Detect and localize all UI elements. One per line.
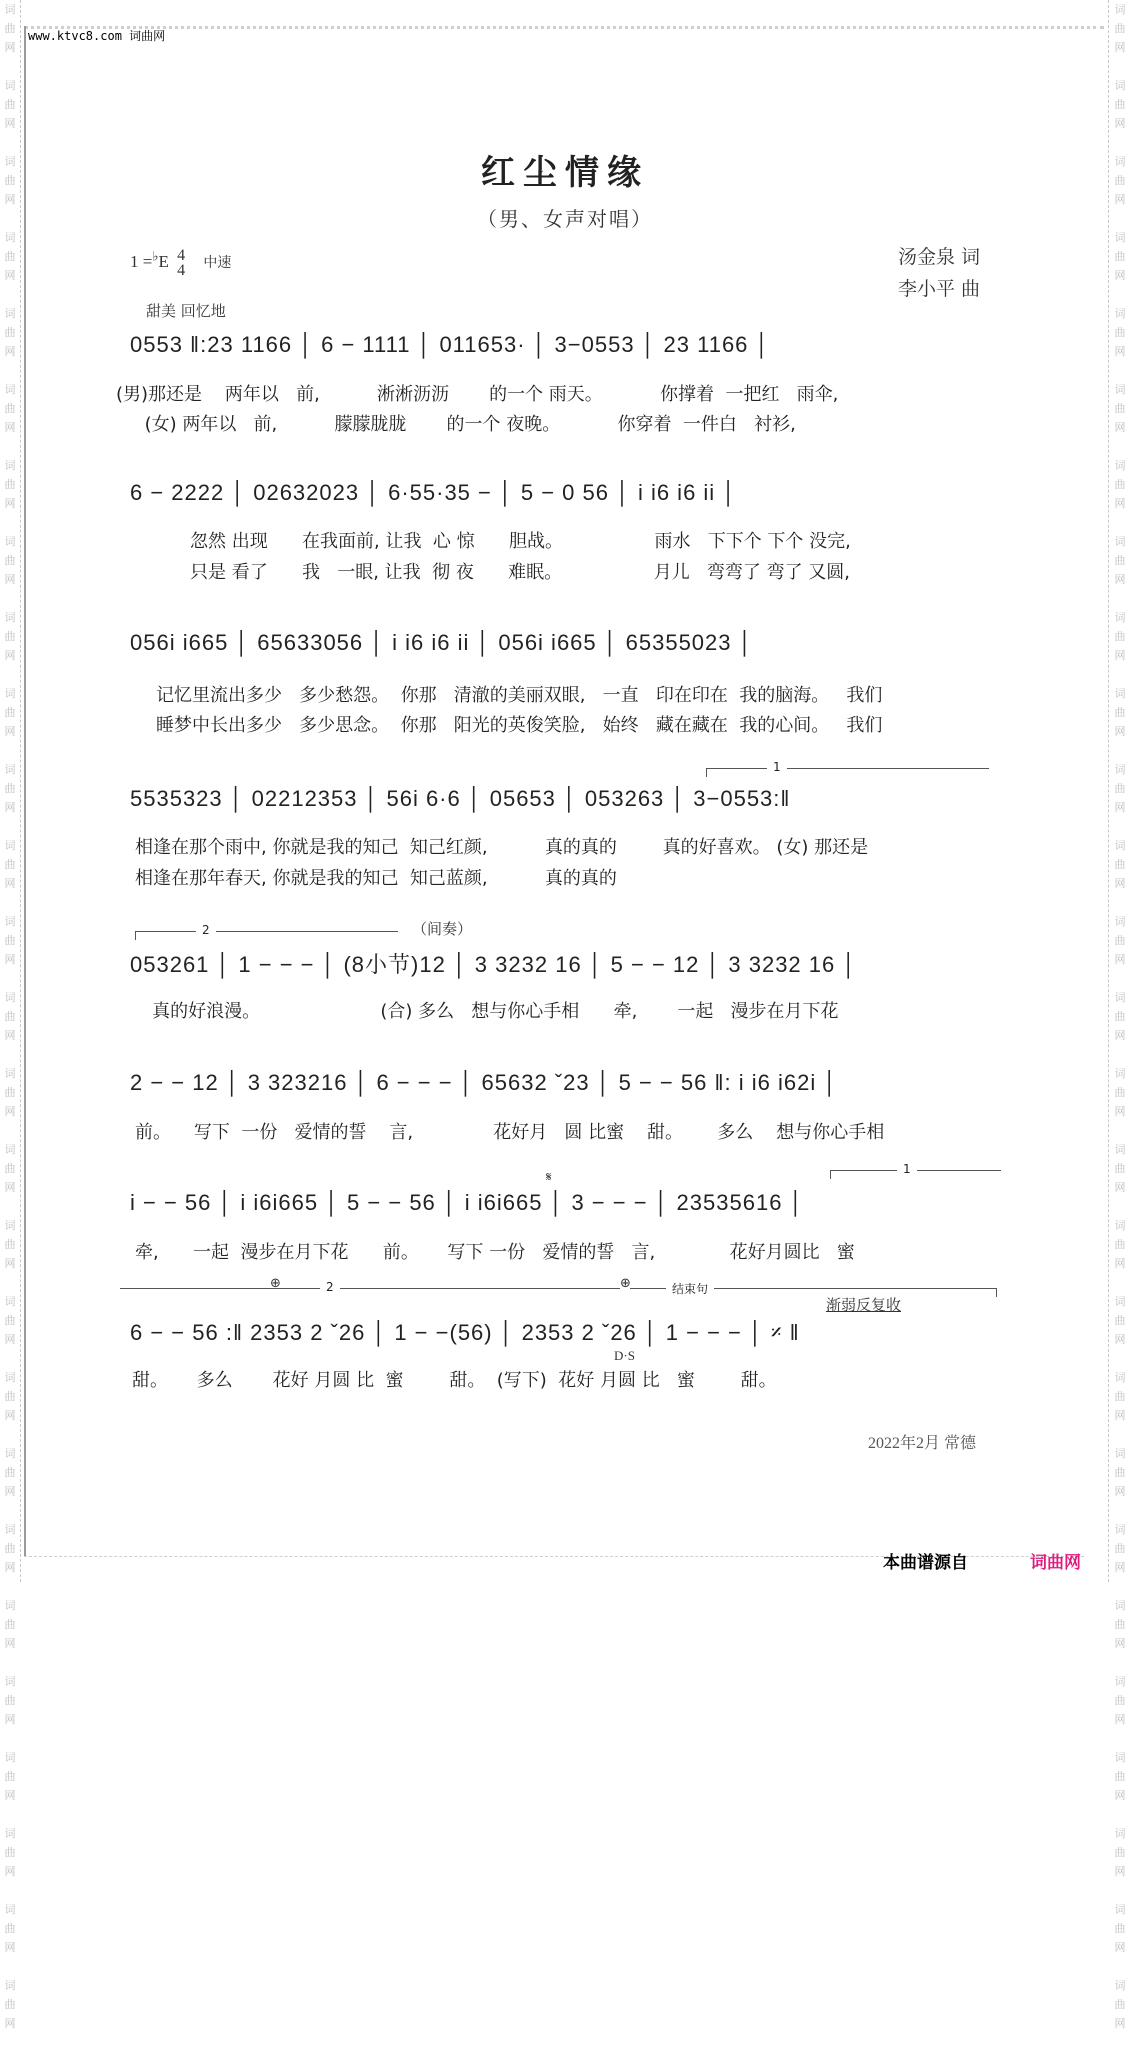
- notation-line-4: 5535323 │ 02212353 │ 56i 6·6 │ 05653 │ 053263 │ 3−0553:‖: [130, 786, 791, 811]
- watermark-char: 网: [4, 1637, 16, 1650]
- dal-segno-marking: D·S: [614, 1348, 635, 1363]
- key-prefix: 1 =: [130, 251, 153, 271]
- watermark-char: 曲: [4, 1162, 16, 1175]
- volta-bracket-2: 2: [135, 931, 398, 940]
- watermark-char: 网: [4, 345, 16, 358]
- ending-phrase-bracket: 结束句: [630, 1288, 997, 1297]
- watermark-char: 曲: [1114, 554, 1126, 567]
- watermark-char: 词: [1114, 991, 1126, 1004]
- watermark-right: [1110, 0, 1130, 2030]
- watermark-char: 曲: [4, 1390, 16, 1403]
- segno-icon: 𝄋: [546, 1170, 552, 1185]
- watermark-char: 网: [1114, 1789, 1126, 1802]
- page-frame-top: [24, 26, 1104, 29]
- interlude-label: （间奏）: [412, 920, 473, 938]
- watermark-char: 网: [4, 1409, 16, 1422]
- watermark-char: 词: [1114, 383, 1126, 396]
- watermark-char: 网: [4, 1105, 16, 1118]
- watermark-char: 曲: [1114, 1922, 1126, 1935]
- notation-line-1: 0553 ‖:23 1166 │ 6 − 1111 │ 011653· │ 3−0553 │ 23 1166 │: [130, 332, 771, 357]
- watermark-char: 网: [4, 1333, 16, 1346]
- watermark-char: 词: [1114, 915, 1126, 928]
- watermark-char: 网: [1114, 1865, 1126, 1878]
- watermark-char: 曲: [1114, 858, 1126, 871]
- watermark-char: 词: [1114, 1523, 1126, 1536]
- watermark-char: 网: [4, 801, 16, 814]
- watermark-char: 曲: [1114, 1162, 1126, 1175]
- watermark-char: 曲: [4, 858, 16, 871]
- watermark-char: 曲: [1114, 1542, 1126, 1555]
- watermark-char: 网: [4, 1485, 16, 1498]
- watermark-char: 网: [4, 1181, 16, 1194]
- watermark-char: 曲: [1114, 1466, 1126, 1479]
- watermark-char: 词: [1114, 1979, 1126, 1992]
- watermark-char: 网: [4, 1561, 16, 1574]
- watermark-char: 网: [4, 117, 16, 130]
- watermark-char: 词: [4, 535, 16, 548]
- watermark-char: 曲: [4, 1314, 16, 1327]
- watermark-char: 网: [1114, 801, 1126, 814]
- watermark-char: 网: [4, 1941, 16, 1954]
- volta-bracket-2b: 2: [120, 1288, 620, 1297]
- watermark-char: 网: [4, 1713, 16, 1726]
- lyric-line-8: 甜。 多么 花好 月圆 比 蜜 甜。 (写下) 花好 月圆 比 蜜 甜。: [132, 1370, 777, 1391]
- watermark-char: 曲: [4, 174, 16, 187]
- watermark-char: 词: [1114, 1447, 1126, 1460]
- watermark-char: 词: [4, 1143, 16, 1156]
- watermark-char: 网: [4, 1865, 16, 1878]
- watermark-char: 网: [1114, 497, 1126, 510]
- watermark-char: 网: [4, 269, 16, 282]
- watermark-char: 曲: [1114, 402, 1126, 415]
- watermark-char: 词: [4, 1447, 16, 1460]
- watermark-char: 词: [1114, 763, 1126, 776]
- watermark-char: 词: [1114, 1903, 1126, 1916]
- watermark-char: 网: [1114, 269, 1126, 282]
- watermark-char: 曲: [4, 1922, 16, 1935]
- watermark-char: 网: [1114, 421, 1126, 434]
- watermark-char: 网: [1114, 345, 1126, 358]
- watermark-char: 词: [4, 1751, 16, 1764]
- watermark-char: 曲: [4, 782, 16, 795]
- watermark-char: 网: [4, 41, 16, 54]
- coda-icon-1: ⊕: [270, 1276, 281, 1291]
- watermark-char: 词: [1114, 839, 1126, 852]
- lyricist-credit: 汤金泉 词: [898, 246, 981, 268]
- composer-credit: 李小平 曲: [898, 278, 981, 300]
- watermark-char: 网: [4, 953, 16, 966]
- watermark-char: 词: [1114, 1371, 1126, 1384]
- watermark-char: 曲: [1114, 934, 1126, 947]
- watermark-char: 曲: [1114, 1390, 1126, 1403]
- watermark-char: 网: [1114, 725, 1126, 738]
- watermark-char: 词: [1114, 1219, 1126, 1232]
- watermark-char: 曲: [4, 706, 16, 719]
- volta-bracket-1b: 1: [830, 1170, 1001, 1179]
- watermark-char: 网: [1114, 1257, 1126, 1270]
- watermark-char: 词: [4, 459, 16, 472]
- watermark-char: 曲: [1114, 250, 1126, 263]
- watermark-char: 曲: [4, 22, 16, 35]
- watermark-char: 词: [1114, 1295, 1126, 1308]
- time-signature: 4 4: [177, 247, 186, 279]
- watermark-char: 曲: [1114, 1846, 1126, 1859]
- lyric-line-3a: 记忆里流出多少 多少愁怨。 你那 清澈的美丽双眼, 一直 印在印在 我的脑海。 我们: [156, 685, 883, 706]
- watermark-char: 曲: [4, 1466, 16, 1479]
- watermark-char: 曲: [1114, 630, 1126, 643]
- watermark-char: 词: [4, 79, 16, 92]
- date-location: 2022年2月 常德: [868, 1435, 977, 1452]
- key-signature: [130, 248, 231, 278]
- watermark-char: 词: [4, 1599, 16, 1612]
- watermark-char: 词: [4, 1295, 16, 1308]
- watermark-char: 词: [4, 1903, 16, 1916]
- flat-icon: ♭: [152, 248, 159, 264]
- watermark-char: 词: [1114, 687, 1126, 700]
- watermark-char: 网: [4, 421, 16, 434]
- watermark-char: 词: [4, 383, 16, 396]
- watermark-char: 词: [1114, 535, 1126, 548]
- watermark-char: 网: [1114, 1409, 1126, 1422]
- watermark-char: 网: [4, 2017, 16, 2030]
- lyric-line-3b: 睡梦中长出多少 多少思念。 你那 阳光的英俊笑脸, 始终 藏在藏在 我的心间。 我们: [156, 715, 883, 736]
- watermark-char: 词: [4, 687, 16, 700]
- watermark-char: 网: [1114, 1105, 1126, 1118]
- volta-bracket-1: 1: [706, 768, 989, 777]
- lyric-line-7: 牵, 一起 漫步在月下花 前。 写下 一份 爱情的誓 言, 花好月圆比 蜜: [135, 1242, 855, 1263]
- watermark-char: 词: [1114, 1599, 1126, 1612]
- watermark-char: 词: [4, 611, 16, 624]
- watermark-char: 词: [4, 1979, 16, 1992]
- watermark-char: 词: [4, 155, 16, 168]
- watermark-char: 网: [1114, 1637, 1126, 1650]
- watermark-char: 曲: [1114, 1998, 1126, 2011]
- watermark-char: 网: [1114, 1485, 1126, 1498]
- watermark-char: 曲: [4, 402, 16, 415]
- watermark-char: 网: [4, 1029, 16, 1042]
- notation-line-2: 6 − 2222 │ 02632023 │ 6·55·35 − │ 5 − 0 56 │ i i6 i6 ii │: [130, 480, 738, 505]
- watermark-char: 曲: [1114, 782, 1126, 795]
- fade-repeat-marking: 渐弱反复收: [826, 1296, 902, 1314]
- watermark-char: 网: [1114, 1561, 1126, 1574]
- watermark-char: 网: [4, 1257, 16, 1270]
- lyric-line-2a: 忽然 出现 在我面前, 让我 心 惊 胆战。 雨水 下下个 下个 没完,: [190, 531, 851, 552]
- watermark-char: 曲: [4, 1618, 16, 1631]
- watermark-char: 词: [4, 1523, 16, 1536]
- lyric-line-4a: 相逢在那个雨中, 你就是我的知己 知己红颜, 真的真的 真的好喜欢。 (女) 那还是: [135, 837, 869, 858]
- watermark-char: 曲: [1114, 706, 1126, 719]
- key-note: E: [158, 251, 169, 271]
- watermark-char: 词: [4, 1067, 16, 1080]
- notation-line-5: 053261 │ 1 − − − │ (8小节)12 │ 3 3232 16 │ 5 − − 12 │ 3 3232 16 │: [130, 952, 858, 977]
- watermark-char: 曲: [4, 98, 16, 111]
- watermark-char: 曲: [4, 1238, 16, 1251]
- watermark-char: 曲: [4, 1998, 16, 2011]
- watermark-char: 词: [1114, 1675, 1126, 1688]
- watermark-char: 词: [4, 1371, 16, 1384]
- expression-marking: 甜美 回忆地: [146, 302, 226, 320]
- watermark-char: 词: [1114, 1827, 1126, 1840]
- watermark-char: 曲: [1114, 1314, 1126, 1327]
- watermark-char: 曲: [1114, 326, 1126, 339]
- watermark-char: 网: [4, 497, 16, 510]
- notation-line-6: 2 − − 12 │ 3 323216 │ 6 − − − │ 65632 ˇ23 │ 5 − − 56 ‖: i i6 i62i │: [130, 1070, 839, 1095]
- lyric-line-4b: 相逢在那年春天, 你就是我的知己 知己蓝颜, 真的真的: [135, 868, 617, 889]
- watermark-char: 词: [4, 763, 16, 776]
- watermark-char: 网: [4, 193, 16, 206]
- watermark-char: 词: [1114, 231, 1126, 244]
- watermark-char: 词: [1114, 307, 1126, 320]
- notation-line-3: 056i i665 │ 65633056 │ i i6 i6 ii │ 056i i665 │ 65355023 │: [130, 630, 754, 655]
- watermark-char: 曲: [4, 1542, 16, 1555]
- song-subtitle: （男、女声对唱）: [477, 207, 653, 231]
- notation-line-8: 6 − − 56 :‖ 2353 2 ˇ26 │ 1 − −(56) │ 2353 2 ˇ26 │ 1 − − − │ 𝄎 ‖: [130, 1320, 800, 1345]
- source-label: 本曲谱源自: [883, 1553, 968, 1573]
- watermark-char: 网: [4, 573, 16, 586]
- coda-icon-2: ⊕: [620, 1276, 631, 1291]
- watermark-char: 网: [1114, 573, 1126, 586]
- watermark-char: 词: [4, 839, 16, 852]
- watermark-char: 网: [1114, 1333, 1126, 1346]
- watermark-char: 网: [1114, 41, 1126, 54]
- watermark-char: 词: [4, 231, 16, 244]
- watermark-left: [0, 0, 20, 2030]
- watermark-char: 网: [4, 725, 16, 738]
- notation-line-7: i − − 56 │ i i6i665 │ 5 − − 56 │ i i6i665 │ 3 − − − │ 23535616 │: [130, 1190, 805, 1215]
- watermark-char: 曲: [1114, 1694, 1126, 1707]
- tempo-marking: 中速: [203, 255, 232, 271]
- lyric-line-5: 真的好浪漫。 (合) 多么 想与你心手相 牵, 一起 漫步在月下花: [135, 1001, 839, 1022]
- source-site-link[interactable]: 词曲网: [1030, 1553, 1081, 1573]
- watermark-char: 词: [1114, 1143, 1126, 1156]
- watermark-char: 词: [1114, 1067, 1126, 1080]
- watermark-char: 曲: [1114, 174, 1126, 187]
- watermark-char: 曲: [1114, 1086, 1126, 1099]
- watermark-char: 词: [1114, 155, 1126, 168]
- watermark-char: 网: [1114, 193, 1126, 206]
- watermark-char: 网: [1114, 877, 1126, 890]
- page-frame-left: [24, 26, 26, 1556]
- margin-divider-left: [20, 0, 21, 1582]
- watermark-char: 网: [4, 877, 16, 890]
- watermark-char: 网: [1114, 649, 1126, 662]
- watermark-char: 网: [1114, 1941, 1126, 1954]
- lyric-line-1b: (女) 两年以 前, 朦朦胧胧 的一个 夜晚。 你穿着 一件白 衬衫,: [116, 414, 796, 435]
- lyric-line-2b: 只是 看了 我 一眼, 让我 彻 夜 难眠。 月儿 弯弯了 弯了 又圆,: [190, 562, 851, 583]
- margin-divider-right: [1108, 0, 1109, 1582]
- watermark-char: 词: [4, 307, 16, 320]
- watermark-char: 词: [4, 915, 16, 928]
- watermark-char: 曲: [4, 1086, 16, 1099]
- watermark-char: 曲: [4, 326, 16, 339]
- watermark-char: 词: [1114, 611, 1126, 624]
- watermark-char: 词: [4, 1675, 16, 1688]
- watermark-char: 曲: [4, 1846, 16, 1859]
- watermark-char: 曲: [4, 478, 16, 491]
- watermark-char: 词: [4, 1219, 16, 1232]
- watermark-char: 曲: [4, 1694, 16, 1707]
- watermark-char: 曲: [4, 630, 16, 643]
- song-title: 红尘情缘: [481, 153, 649, 193]
- watermark-char: 词: [1114, 79, 1126, 92]
- watermark-char: 曲: [1114, 1770, 1126, 1783]
- watermark-char: 曲: [4, 250, 16, 263]
- watermark-char: 曲: [4, 934, 16, 947]
- watermark-char: 网: [1114, 1713, 1126, 1726]
- watermark-char: 网: [1114, 1029, 1126, 1042]
- watermark-char: 曲: [1114, 478, 1126, 491]
- watermark-char: 曲: [1114, 1010, 1126, 1023]
- watermark-char: 词: [1114, 1751, 1126, 1764]
- lyric-line-1a: (男)那还是 两年以 前, 淅淅沥沥 的一个 雨天。 你撑着 一把红 雨伞,: [116, 384, 839, 405]
- lyric-line-6: 前。 写下 一份 爱情的誓 言, 花好月 圆 比蜜 甜。 多么 想与你心手相: [135, 1122, 885, 1143]
- watermark-char: 网: [1114, 2017, 1126, 2030]
- watermark-char: 网: [1114, 1181, 1126, 1194]
- watermark-char: 网: [4, 649, 16, 662]
- watermark-char: 词: [4, 1827, 16, 1840]
- watermark-char: 曲: [1114, 1618, 1126, 1631]
- watermark-char: 曲: [4, 1770, 16, 1783]
- site-url: www.ktvc8.com 词曲网: [28, 29, 166, 43]
- watermark-char: 网: [4, 1789, 16, 1802]
- watermark-char: 曲: [1114, 22, 1126, 35]
- watermark-char: 曲: [4, 1010, 16, 1023]
- watermark-char: 曲: [1114, 98, 1126, 111]
- watermark-char: 曲: [4, 554, 16, 567]
- watermark-char: 词: [4, 3, 16, 16]
- watermark-char: 网: [1114, 953, 1126, 966]
- watermark-char: 网: [1114, 117, 1126, 130]
- watermark-char: 词: [1114, 459, 1126, 472]
- watermark-char: 词: [1114, 3, 1126, 16]
- watermark-char: 曲: [1114, 1238, 1126, 1251]
- watermark-char: 词: [4, 991, 16, 1004]
